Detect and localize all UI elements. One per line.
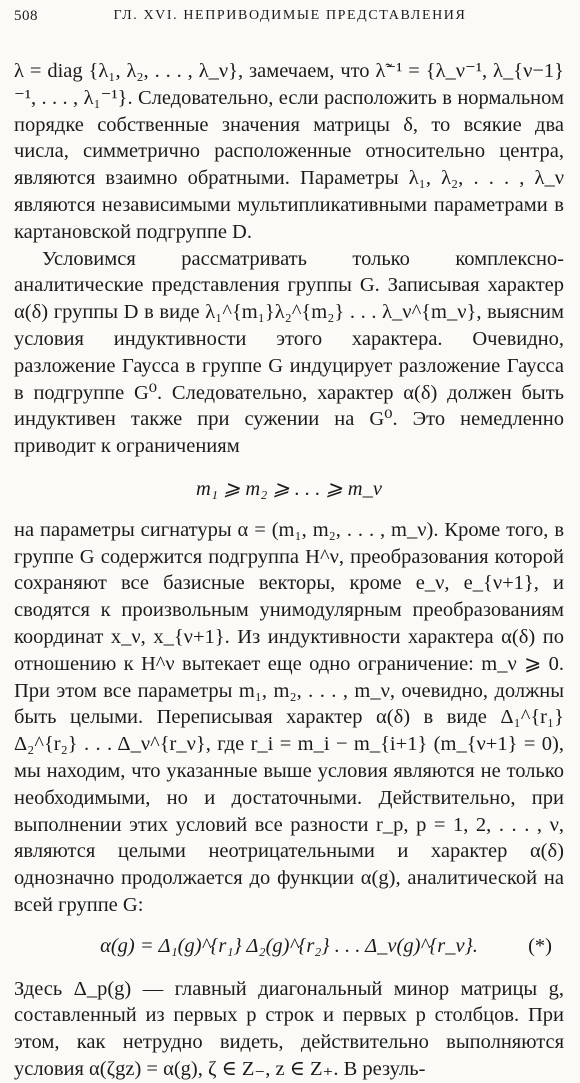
paragraph-2: Условимся рассматривать только комплексно-аналитические представления группы G. Записывая характер α(δ) группы D в виде λ₁^{m₁}λ₂^{m₂} . . . λ_ν^{m_ν}, выясним условия индуктивности этого характера. Очевидно, разложение Гаусса в группе G индуцирует разложение Гаусса в подгруппе G⁰. Следовательно, характер α(δ) должен быть индуктивен также при сужении на G⁰. Это немедленно приводит к ограничениям [14, 247, 564, 458]
formula-tag: (*) [528, 934, 552, 957]
formula-character-expr: α(g) = Δ₁(g)^{r₁} Δ₂(g)^{r₂} . . . Δ_ν(g)^{r_ν}. [100, 934, 478, 957]
running-title: ГЛ. XVI. НЕПРИВОДИМЫЕ ПРЕДСТАВЛЕНИЯ [113, 8, 467, 23]
page-header [14, 8, 566, 30]
paragraph-1: λ = diag {λ₁, λ₂, . . . , λ_ν}, замечаем, что λ̃⁻¹ = {λ_ν⁻¹, λ_{ν−1}⁻¹, . . . , λ₁⁻¹}. Следовательно, если расположить в нормальном порядке собственные значения матрицы δ, то всякие два числа, симметрично расположенные относительно центра, являются взаимно обратными. Параметры λ₁, λ₂, . . . , λ_ν являются независимыми мультипликативными параметрами в картановской подгруппе D. [14, 60, 564, 243]
paragraph-3: на параметры сигнатуры α = (m₁, m₂, . . . , m_ν). Кроме того, в группе G содержится подгруппа H^ν, преобразования которой сохраняют все базисные векторы, кроме e_ν, e_{ν+1}, и сводятся к произвольным унимодулярным преобразованиям координат x_ν, x_{ν+1}. Из индуктивности характера α(δ) по отношению к H^ν вытекает еще одно ограничение: m_ν ⩾ 0. При этом все параметры m₁, m₂, . . . , m_ν, очевидно, должны быть целыми. Переписывая характер α(δ) в виде Δ₁^{r₁}Δ₂^{r₂} . . . Δ_ν^{r_ν}, где r_i = m_i − m_{i+1} (m_{ν+1} = 0), мы находим, что указанные выше условия являются не только необходимыми, но и достаточными. Действительно, при выполнении этих условий все разности r_p, p = 1, 2, . . . , ν, являются целыми неотрицательными и характер α(δ) однозначно продолжается до функции α(g), аналитической на всей группе G: [14, 518, 564, 916]
page-body [14, 58, 564, 1083]
formula-inequality: m₁ ⩾ m₂ ⩾ . . . ⩾ m_ν [196, 477, 382, 500]
paragraph-4: Здесь Δ_p(g) — главный диагональный минор матрицы g, составленный из первых p строк и первых p столбцов. При этом, как нетрудно видеть, действительно выполняются условия α(ζgz) = α(g), ζ ∈ Z₋, z ∈ Z₊. В резуль- [14, 977, 564, 1080]
formula-character [14, 933, 564, 960]
page-number: 508 [14, 8, 38, 24]
